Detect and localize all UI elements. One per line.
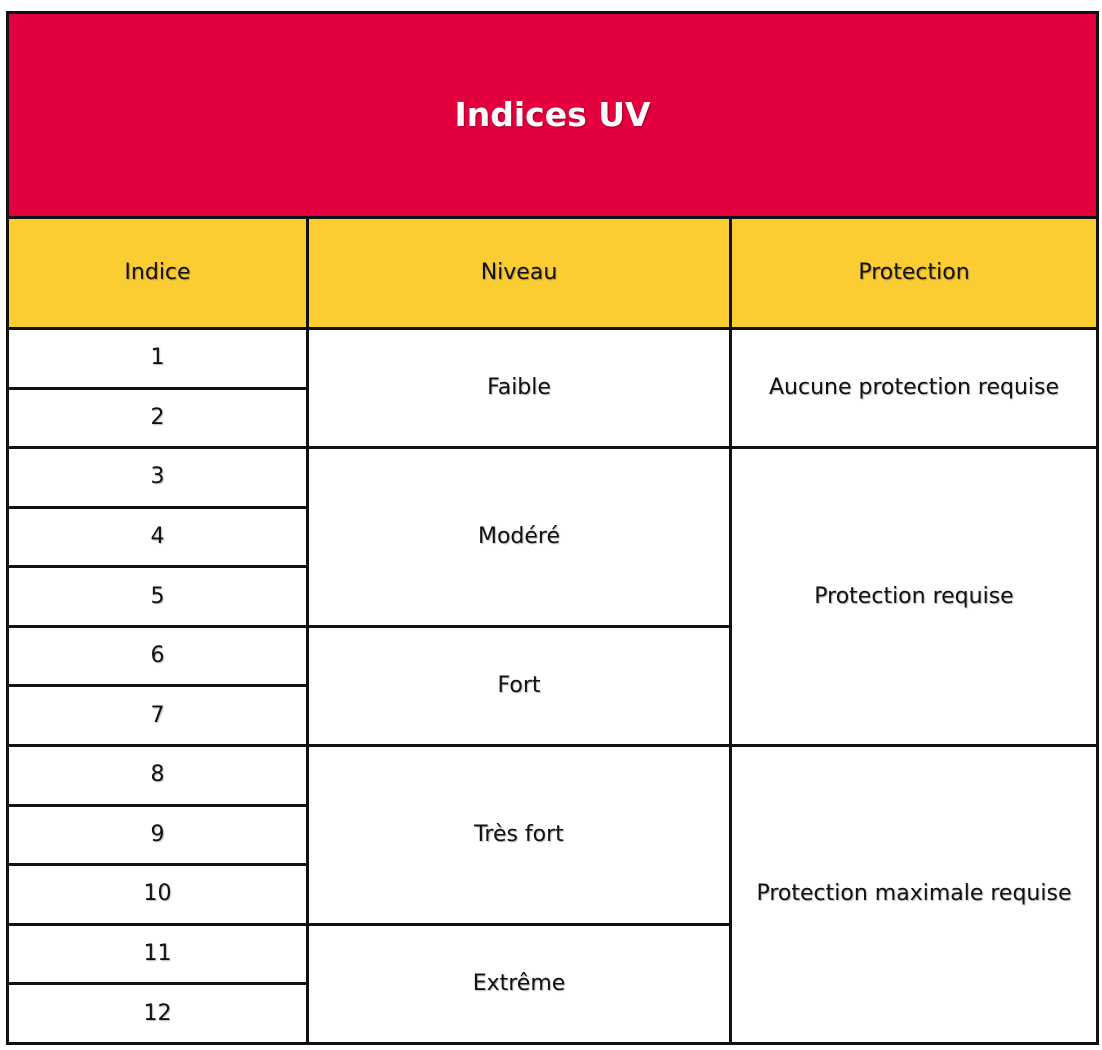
niveau-cell-tres-fort: Très fort bbox=[308, 745, 731, 924]
indice-cell: 5 bbox=[8, 567, 308, 627]
header-indice: Indice bbox=[8, 217, 308, 328]
protection-cell-maximal: Protection maximale requise bbox=[731, 745, 1098, 1043]
indice-cell: 6 bbox=[8, 626, 308, 686]
indice-cell: 11 bbox=[8, 924, 308, 984]
table-row bbox=[8, 329, 1098, 389]
protection-cell-required: Protection requise bbox=[731, 448, 1098, 746]
header-row bbox=[8, 217, 1098, 328]
indice-cell: 9 bbox=[8, 805, 308, 865]
niveau-cell-faible: Faible bbox=[308, 329, 731, 448]
indice-cell: 3 bbox=[8, 448, 308, 508]
indice-cell: 4 bbox=[8, 507, 308, 567]
title-row bbox=[8, 13, 1098, 218]
niveau-cell-modere: Modéré bbox=[308, 448, 731, 627]
indice-cell: 1 bbox=[8, 329, 308, 389]
indice-cell: 8 bbox=[8, 745, 308, 805]
table-title: Indices UV bbox=[8, 13, 1098, 218]
header-niveau: Niveau bbox=[308, 217, 731, 328]
table-row bbox=[8, 448, 1098, 508]
indice-cell: 2 bbox=[8, 388, 308, 448]
indice-cell: 7 bbox=[8, 686, 308, 746]
niveau-cell-extreme: Extrême bbox=[308, 924, 731, 1043]
header-protection: Protection bbox=[731, 217, 1098, 328]
protection-cell-none: Aucune protection requise bbox=[731, 329, 1098, 448]
table-row bbox=[8, 745, 1098, 805]
indice-cell: 10 bbox=[8, 865, 308, 925]
niveau-cell-fort: Fort bbox=[308, 626, 731, 745]
uv-index-table bbox=[6, 11, 1099, 1045]
indice-cell: 12 bbox=[8, 984, 308, 1044]
